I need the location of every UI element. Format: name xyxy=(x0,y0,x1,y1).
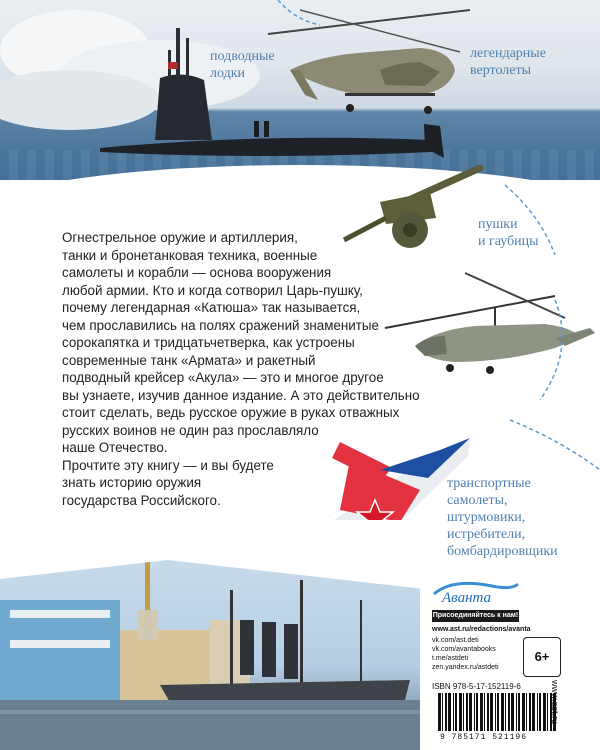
label-planes: транспортные самолеты, штурмовики, истребители, бомбардировщики xyxy=(447,476,558,559)
description-line: самолеты и корабли — основа вооружения xyxy=(62,265,332,280)
social-link-vk-astdeti[interactable]: vk.com/ast.deti xyxy=(432,637,479,644)
label-submarines: подводные лодки xyxy=(210,49,275,81)
description-line: Прочтите эту книгу — и вы будете xyxy=(62,457,274,473)
description-line: русских воинов не один раз прославляло xyxy=(62,422,319,438)
description-line: стоит сделать, ведь русское оружие в руках отважных xyxy=(62,405,400,420)
description-line: вы узнаете, изучив данное издание. А это действительно xyxy=(62,387,420,403)
barcode-icon xyxy=(432,691,560,735)
age-rating-badge: 6+ xyxy=(523,637,561,677)
description-line: наше Отечество. xyxy=(62,440,168,455)
website-link[interactable]: www.ast.ru/redactions/avanta xyxy=(432,626,531,633)
social-link-telegram[interactable]: t.me/astdeti xyxy=(432,655,469,662)
description-line: любой армии. Кто и когда сотворил Царь-пушку, xyxy=(62,282,363,298)
social-link-vk-avanta[interactable]: vk.com/avantabooks xyxy=(432,646,496,653)
description-line: сорокапятка и тридцатьчетверка, как устроены xyxy=(62,335,355,350)
embankment-and-cruiser-icon xyxy=(0,560,420,750)
description-line: танки и бронетанковая техника, военные xyxy=(62,247,318,263)
cruiser-photo xyxy=(0,560,420,750)
barcode-number: 9 785171 521196 xyxy=(440,733,528,742)
description-line: современные танк «Армата» и ракетный xyxy=(62,352,316,368)
description-text xyxy=(62,229,420,509)
svg-text:Аванта: Аванта xyxy=(442,590,492,606)
avanta-logo xyxy=(432,578,520,608)
description-line: знать историю оружия xyxy=(62,475,202,490)
label-guns: пушки и гаубицы xyxy=(478,217,539,249)
description-line: Огнестрельное оружие и артиллерия, xyxy=(62,230,298,245)
isbn-text: ISBN 978-5-17-152119-6 xyxy=(432,682,521,691)
description-line: государства Российского. xyxy=(62,492,221,508)
description-line: подводный крейсер «Акула» — это и многое другое xyxy=(62,370,384,385)
social-link-zen[interactable]: zen.yandex.ru/astdeti xyxy=(432,664,499,671)
spine-url: www.ast.ru xyxy=(550,680,560,725)
description-line: почему легендарная «Катюша» так называется, xyxy=(62,300,361,315)
label-helicopters: легендарные вертолеты xyxy=(470,46,546,78)
join-us-banner: Присоединяйтесь к нам! xyxy=(432,610,519,622)
description-line: чем прославились на полях сражений знаменитые xyxy=(62,317,379,333)
